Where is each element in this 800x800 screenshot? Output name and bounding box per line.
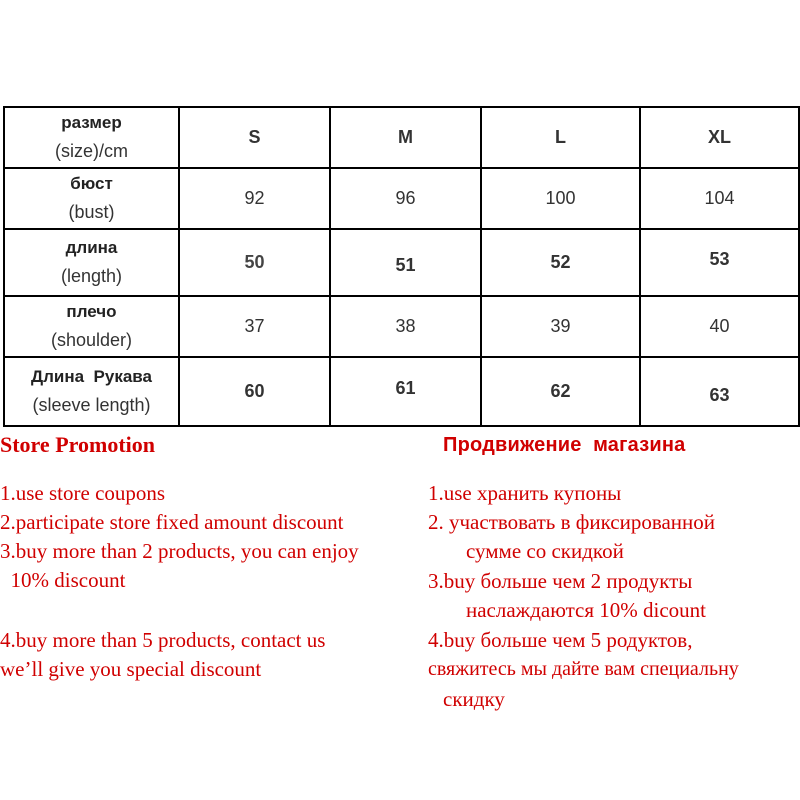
shoulder-label-cell xyxy=(4,296,179,357)
row-label-en: (length) xyxy=(60,265,123,286)
promo-en-line-2: 2.participate store fixed amount discount xyxy=(0,510,344,534)
shoulder-value-m: 38 xyxy=(330,296,481,357)
promo-en-line-1: 1.use store coupons xyxy=(0,481,166,505)
length-value-s: 50 xyxy=(179,229,330,296)
bust-label-cell xyxy=(4,168,179,229)
bust-value-xl: 104 xyxy=(640,168,799,229)
promo-ru-line-8: скидку xyxy=(443,687,505,711)
bust-value-l: 100 xyxy=(481,168,640,229)
promo-en-line-4: 10% discount xyxy=(0,568,126,592)
size-label-en: (size)/cm xyxy=(55,140,128,161)
table-row-length xyxy=(4,229,799,296)
promo-ru-line-1: 1.use хранить купоны xyxy=(428,481,622,505)
size-header-xl: XL xyxy=(640,107,799,168)
sleeve-value-s: 60 xyxy=(179,357,330,426)
promo-en-line-6: we’ll give you special discount xyxy=(0,657,262,681)
row-label-ru: плечо xyxy=(66,301,117,321)
row-label-ru: бюст xyxy=(70,173,113,193)
sleeve-value-xl: 63 xyxy=(640,357,799,426)
bust-value-s: 92 xyxy=(179,168,330,229)
row-label-ru: Длина Рукава xyxy=(31,366,152,386)
size-label-cell xyxy=(4,107,179,168)
bust-value-m: 96 xyxy=(330,168,481,229)
shoulder-value-xl: 40 xyxy=(640,296,799,357)
length-value-l: 52 xyxy=(481,229,640,296)
shoulder-value-l: 39 xyxy=(481,296,640,357)
table-row-shoulder xyxy=(4,296,799,357)
promo-en-line-5: 4.buy more than 5 products, contact us xyxy=(0,628,326,652)
promo-ru-line-2: 2. участвовать в фиксированной xyxy=(428,510,715,534)
promo-ru-line-3: сумме со скидкой xyxy=(466,539,624,563)
sleeve-value-l: 62 xyxy=(481,357,640,426)
table-header-row xyxy=(4,107,799,168)
row-label-ru: длина xyxy=(65,237,118,257)
promotion-title-ru: Продвижение магазина xyxy=(443,434,686,456)
sleeve-value-m: 61 xyxy=(330,357,481,426)
length-value-m: 51 xyxy=(330,229,481,296)
sleeve-label-cell xyxy=(4,357,179,426)
size-chart-table xyxy=(3,106,800,427)
row-label-en: (shoulder) xyxy=(50,329,133,350)
size-header-s: S xyxy=(179,107,330,168)
promotion-title-en: Store Promotion xyxy=(0,432,155,457)
promo-ru-line-4: 3.buy больше чем 2 продукты xyxy=(428,569,693,593)
row-label-en: (sleeve length) xyxy=(32,394,151,415)
promo-ru-line-5: наслаждаются 10% dicount xyxy=(466,598,707,622)
promo-ru-line-6: 4.buy больше чем 5 родуктов, xyxy=(428,628,693,652)
length-value-xl: 53 xyxy=(640,229,799,296)
size-header-l: L xyxy=(481,107,640,168)
size-label-ru: размер xyxy=(61,112,122,132)
promo-en-line-3: 3.buy more than 2 products, you can enjoy xyxy=(0,539,359,563)
shoulder-value-s: 37 xyxy=(179,296,330,357)
size-header-m: M xyxy=(330,107,481,168)
table-row-bust xyxy=(4,168,799,229)
row-label-en: (bust) xyxy=(68,201,115,222)
length-label-cell xyxy=(4,229,179,296)
table-row-sleeve xyxy=(4,357,799,426)
promo-ru-line-7: свяжитесь мы дайте вам специальну xyxy=(428,658,739,680)
